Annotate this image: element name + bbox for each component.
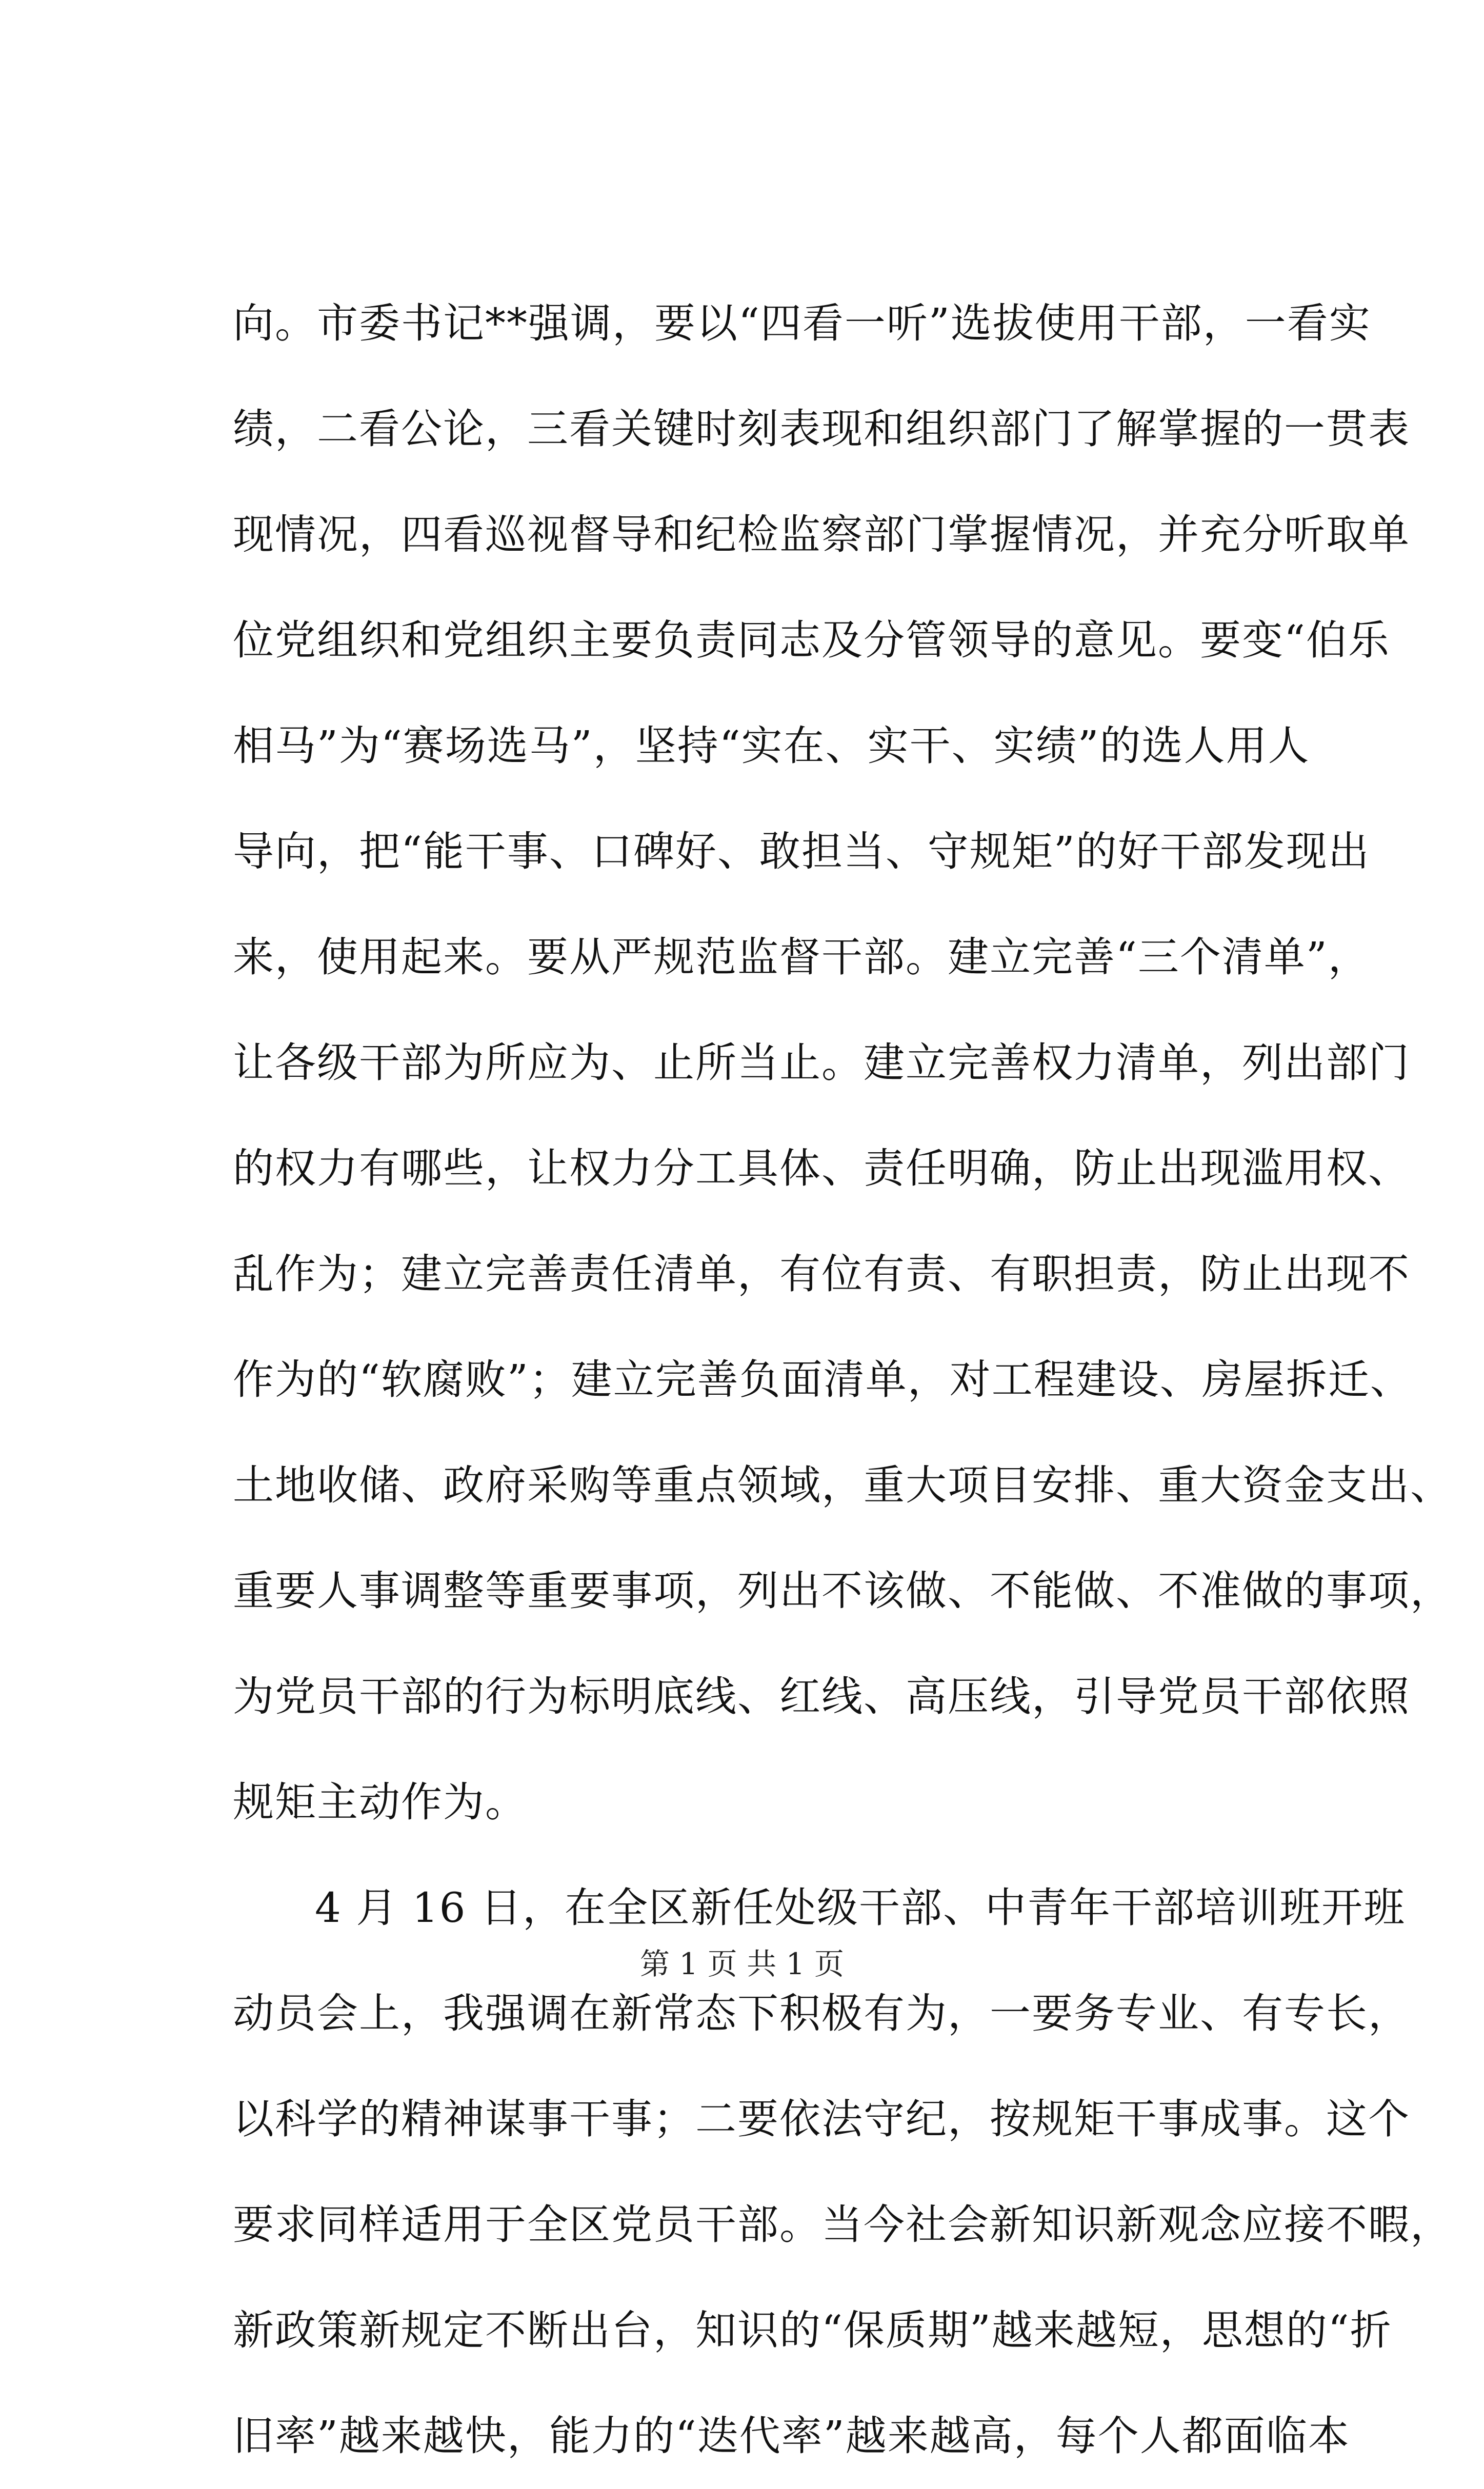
text-line: 4 月 16 日，在全区新任处级干部、中青年干部培训班开班 xyxy=(315,1884,1406,1932)
text-line: 作为的“软腐败”；建立完善负面清单，对工程建设、房屋拆迁、 xyxy=(233,1356,1412,1403)
text-line: 规矩主动作为。 xyxy=(233,1778,527,1826)
text-line: 要求同样适用于全区党员干部。当今社会新知识新观念应接不暇， xyxy=(233,2201,1452,2249)
text-line: 导向，把“能干事、口碑好、敢担当、守规矩”的好干部发现出 xyxy=(233,828,1370,875)
text-line: 让各级干部为所应为、止所当止。建立完善权力清单，列出部门 xyxy=(233,1039,1410,1087)
text-line: 重要人事调整等重要事项，列出不该做、不能做、不准做的事项， xyxy=(233,1567,1452,1615)
text-line: 新政策新规定不断出台，知识的“保质期”越来越短，思想的“折 xyxy=(233,2306,1392,2354)
text-line: 为党员干部的行为标明底线、红线、高压线，引导党员干部依照 xyxy=(233,1673,1410,1720)
text-line: 动员会上，我强调在新常态下积极有为，一要务专业、有专长， xyxy=(233,1990,1410,2037)
text-line: 以科学的精神谋事干事；二要依法守纪，按规矩干事成事。这个 xyxy=(233,2095,1410,2143)
text-line: 乱作为；建立完善责任清单，有位有责、有职担责，防止出现不 xyxy=(233,1250,1410,1298)
text-line: 来，使用起来。要从严规范监督干部。建立完善“三个清单”， xyxy=(233,933,1370,981)
document-body xyxy=(233,271,1452,2489)
text-line: 向。市委书记**强调，要以“四看一听”选拔使用干部，一看实 xyxy=(233,299,1371,347)
page-footer: 第 1 页 共 1 页 xyxy=(640,1946,844,1981)
text-line: 相马”为“赛场选马”，坚持“实在、实干、实绩”的选人用人 xyxy=(233,722,1310,770)
text-line: 现情况，四看巡视督导和纪检监察部门掌握情况，并充分听取单 xyxy=(233,511,1410,558)
text-line: 土地收储、政府采购等重点领域，重大项目安排、重大资金支出、 xyxy=(233,1461,1452,1509)
text-line: 位党组织和党组织主要负责同志及分管领导的意见。要变“伯乐 xyxy=(233,616,1390,664)
text-line: 的权力有哪些，让权力分工具体、责任明确，防止出现滥用权、 xyxy=(233,1145,1410,1192)
paragraph-1 xyxy=(233,271,1452,1855)
text-line: 旧率”越来越快，能力的“迭代率”越来越高，每个人都面临本 xyxy=(233,2412,1350,2460)
text-line: 绩，二看公论，三看关键时刻表现和组织部门了解掌握的一贯表 xyxy=(233,405,1410,453)
